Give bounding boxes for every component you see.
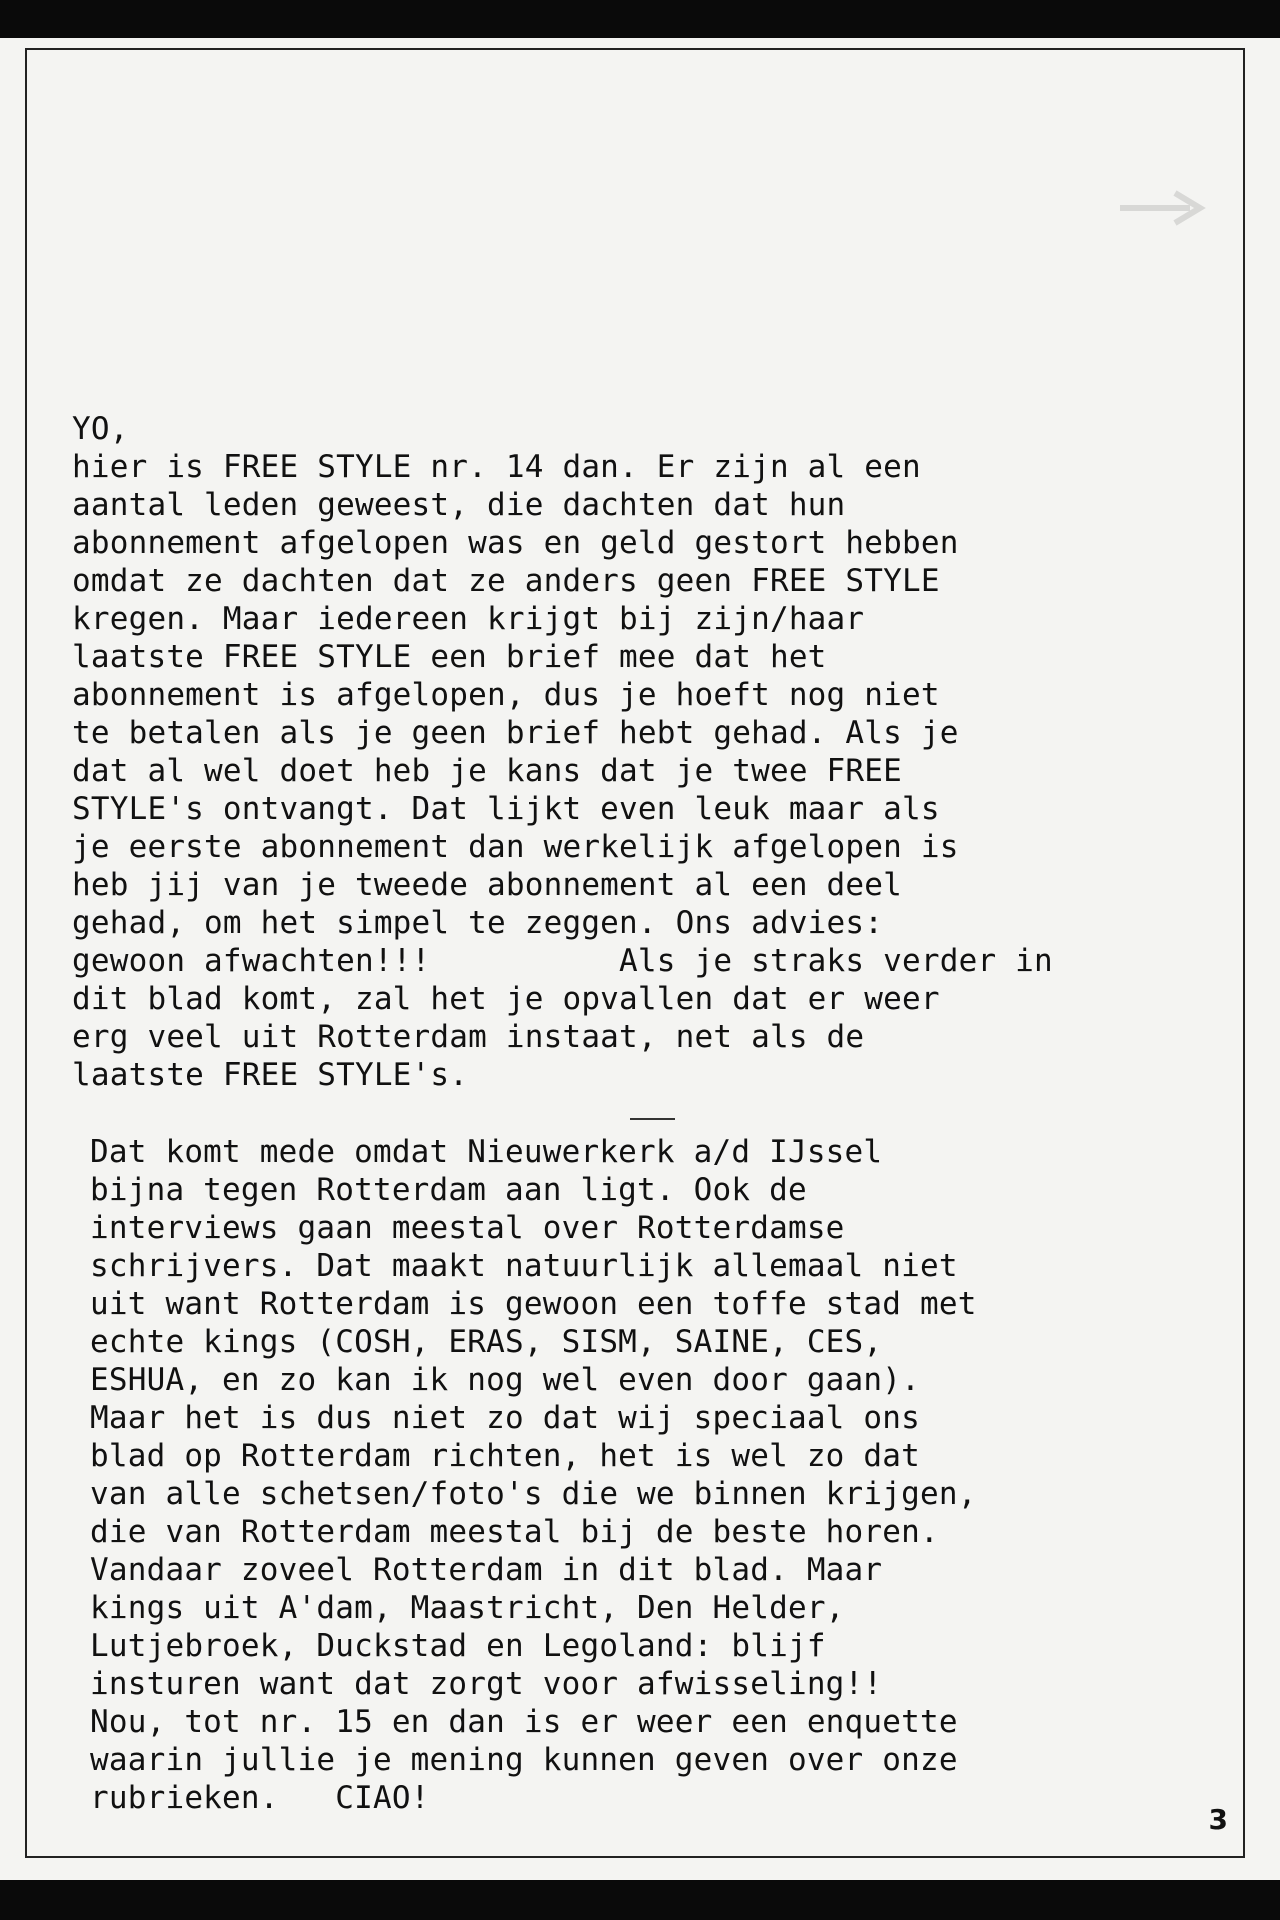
bleed-through-arrow-icon — [1120, 188, 1210, 228]
letter-opening — [72, 410, 1053, 1094]
document-page — [0, 38, 1280, 1880]
paragraph-1: hier is FREE STYLE nr. 14 dan. Er zijn al een aantal leden geweest, die dachten dat hun abonnement afgelopen was en geld gestort hebben omdat ze dachten dat ze anders geen FREE STYLE kregen. Maar iedereen krijgt bij zijn/haar laatste FREE STYLE een brief mee dat het abonnement is afgelopen, dus je hoeft nog niet te betalen als je geen brief hebt gehad. Als je dat al wel doet heb je kans dat je twee FREE STYLE's ontvangt. Dat lijkt even leuk maar als je eerste abonnement dan werkelijk afgelopen is heb jij van je tweede abonnement al een deel gehad, om het simpel te zeggen. Ons advies: gewoon afwachten!!! Als je straks verder in dit blad komt, zal het je opvallen dat er weer erg veel uit Rotterdam instaat, net als de laatste FREE STYLE's. — [72, 449, 1053, 1093]
paragraph-2: Dat komt mede omdat Nieuwerkerk a/d IJssel bijna tegen Rotterdam aan ligt. Ook de interviews gaan meestal over Rotterdamse schrijvers. Dat maakt natuurlijk allemaal niet uit want Rotterdam is gewoon een toffe stad met echte kings (COSH, ERAS, SISM, SAINE, CES, ESHUA, en zo kan ik nog wel even door gaan). Maar het is dus niet zo dat wij speciaal ons blad op Rotterdam richten, het is wel zo dat van alle schetsen/foto's die we binnen krijgen, die van Rotterdam meestal bij de beste horen. Vandaar zoveel Rotterdam in dit blad. Maar kings uit A'dam, Maastricht, Den Helder, Lutjebroek, Duckstad en Legoland: blijf insturen want dat zorgt voor afwisseling!! Nou, tot nr. 15 en dan is er weer een enquette waarin jullie je mening kunnen geven over onze rubrieken. CIAO! — [90, 1134, 977, 1816]
page-number: 3 — [1208, 1803, 1228, 1836]
section-divider — [630, 1118, 675, 1120]
greeting: YO, — [72, 411, 129, 447]
